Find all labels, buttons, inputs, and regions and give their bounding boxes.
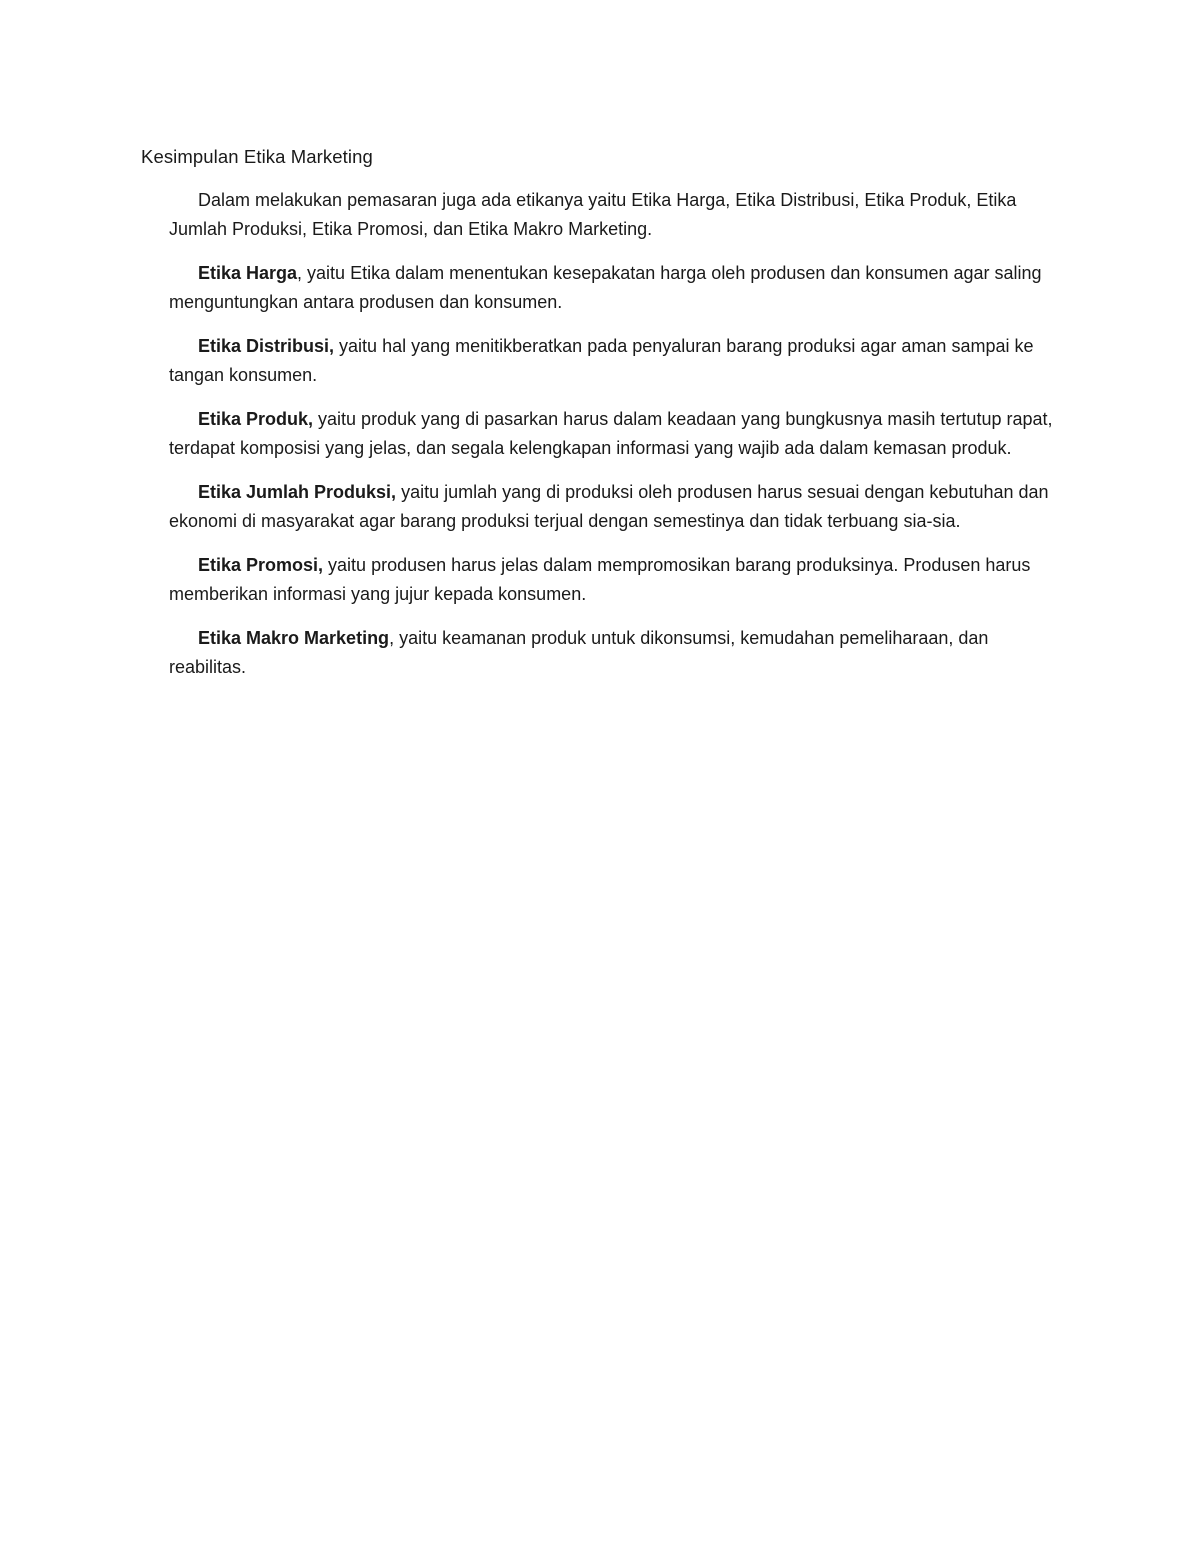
term-etika-promosi: Etika Promosi, — [198, 555, 324, 575]
definition-etika-harga: , yaitu Etika dalam menentukan kesepakatan harga oleh produsen dan konsumen agar saling menguntungkan antara produsen dan konsumen. — [169, 263, 1042, 312]
definition-etika-promosi: yaitu produsen harus jelas dalam mempromosikan barang produksinya. Produsen harus memberikan informasi yang jujur kepada konsumen. — [169, 555, 1031, 604]
definition-etika-distribusi: yaitu hal yang menitikberatkan pada penyaluran barang produksi agar aman sampai ke tangan konsumen. — [169, 336, 1034, 385]
intro-paragraph: Dalam melakukan pemasaran juga ada etikanya yaitu Etika Harga, Etika Distribusi, Etika Produk, Etika Jumlah Produksi, Etika Promosi, dan Etika Makro Marketing. — [169, 190, 1017, 239]
paragraph-etika-produk — [169, 405, 1059, 462]
document-title: Kesimpulan Etika Marketing — [141, 146, 373, 167]
paragraph-etika-harga — [169, 259, 1059, 316]
term-etika-produk: Etika Produk, — [198, 409, 314, 429]
paragraph-etika-jumlah-produksi — [169, 478, 1059, 535]
term-etika-harga: Etika Harga — [198, 263, 298, 283]
paragraph-etika-distribusi — [169, 332, 1059, 389]
term-etika-distribusi: Etika Distribusi, — [198, 336, 335, 356]
paragraph-etika-makro-marketing — [169, 624, 1059, 681]
definition-etika-makro-marketing: , yaitu keamanan produk untuk dikonsumsi, kemudahan pemeliharaan, dan reabilitas. — [169, 628, 989, 677]
document-body — [169, 186, 1059, 697]
paragraph-etika-promosi — [169, 551, 1059, 608]
definition-etika-jumlah-produksi: yaitu jumlah yang di produksi oleh produsen harus sesuai dengan kebutuhan dan ekonomi di masyarakat agar barang produksi terjual dengan semestinya dan tidak terbuang sia-sia. — [169, 482, 1049, 531]
term-etika-makro-marketing: Etika Makro Marketing — [198, 628, 390, 648]
term-etika-jumlah-produksi: Etika Jumlah Produksi, — [198, 482, 397, 502]
definition-etika-produk: yaitu produk yang di pasarkan harus dalam keadaan yang bungkusnya masih tertutup rapat, terdapat komposisi yang jelas, dan segala kelengkapan informasi yang wajib ada dalam kemasan produk. — [169, 409, 1053, 458]
